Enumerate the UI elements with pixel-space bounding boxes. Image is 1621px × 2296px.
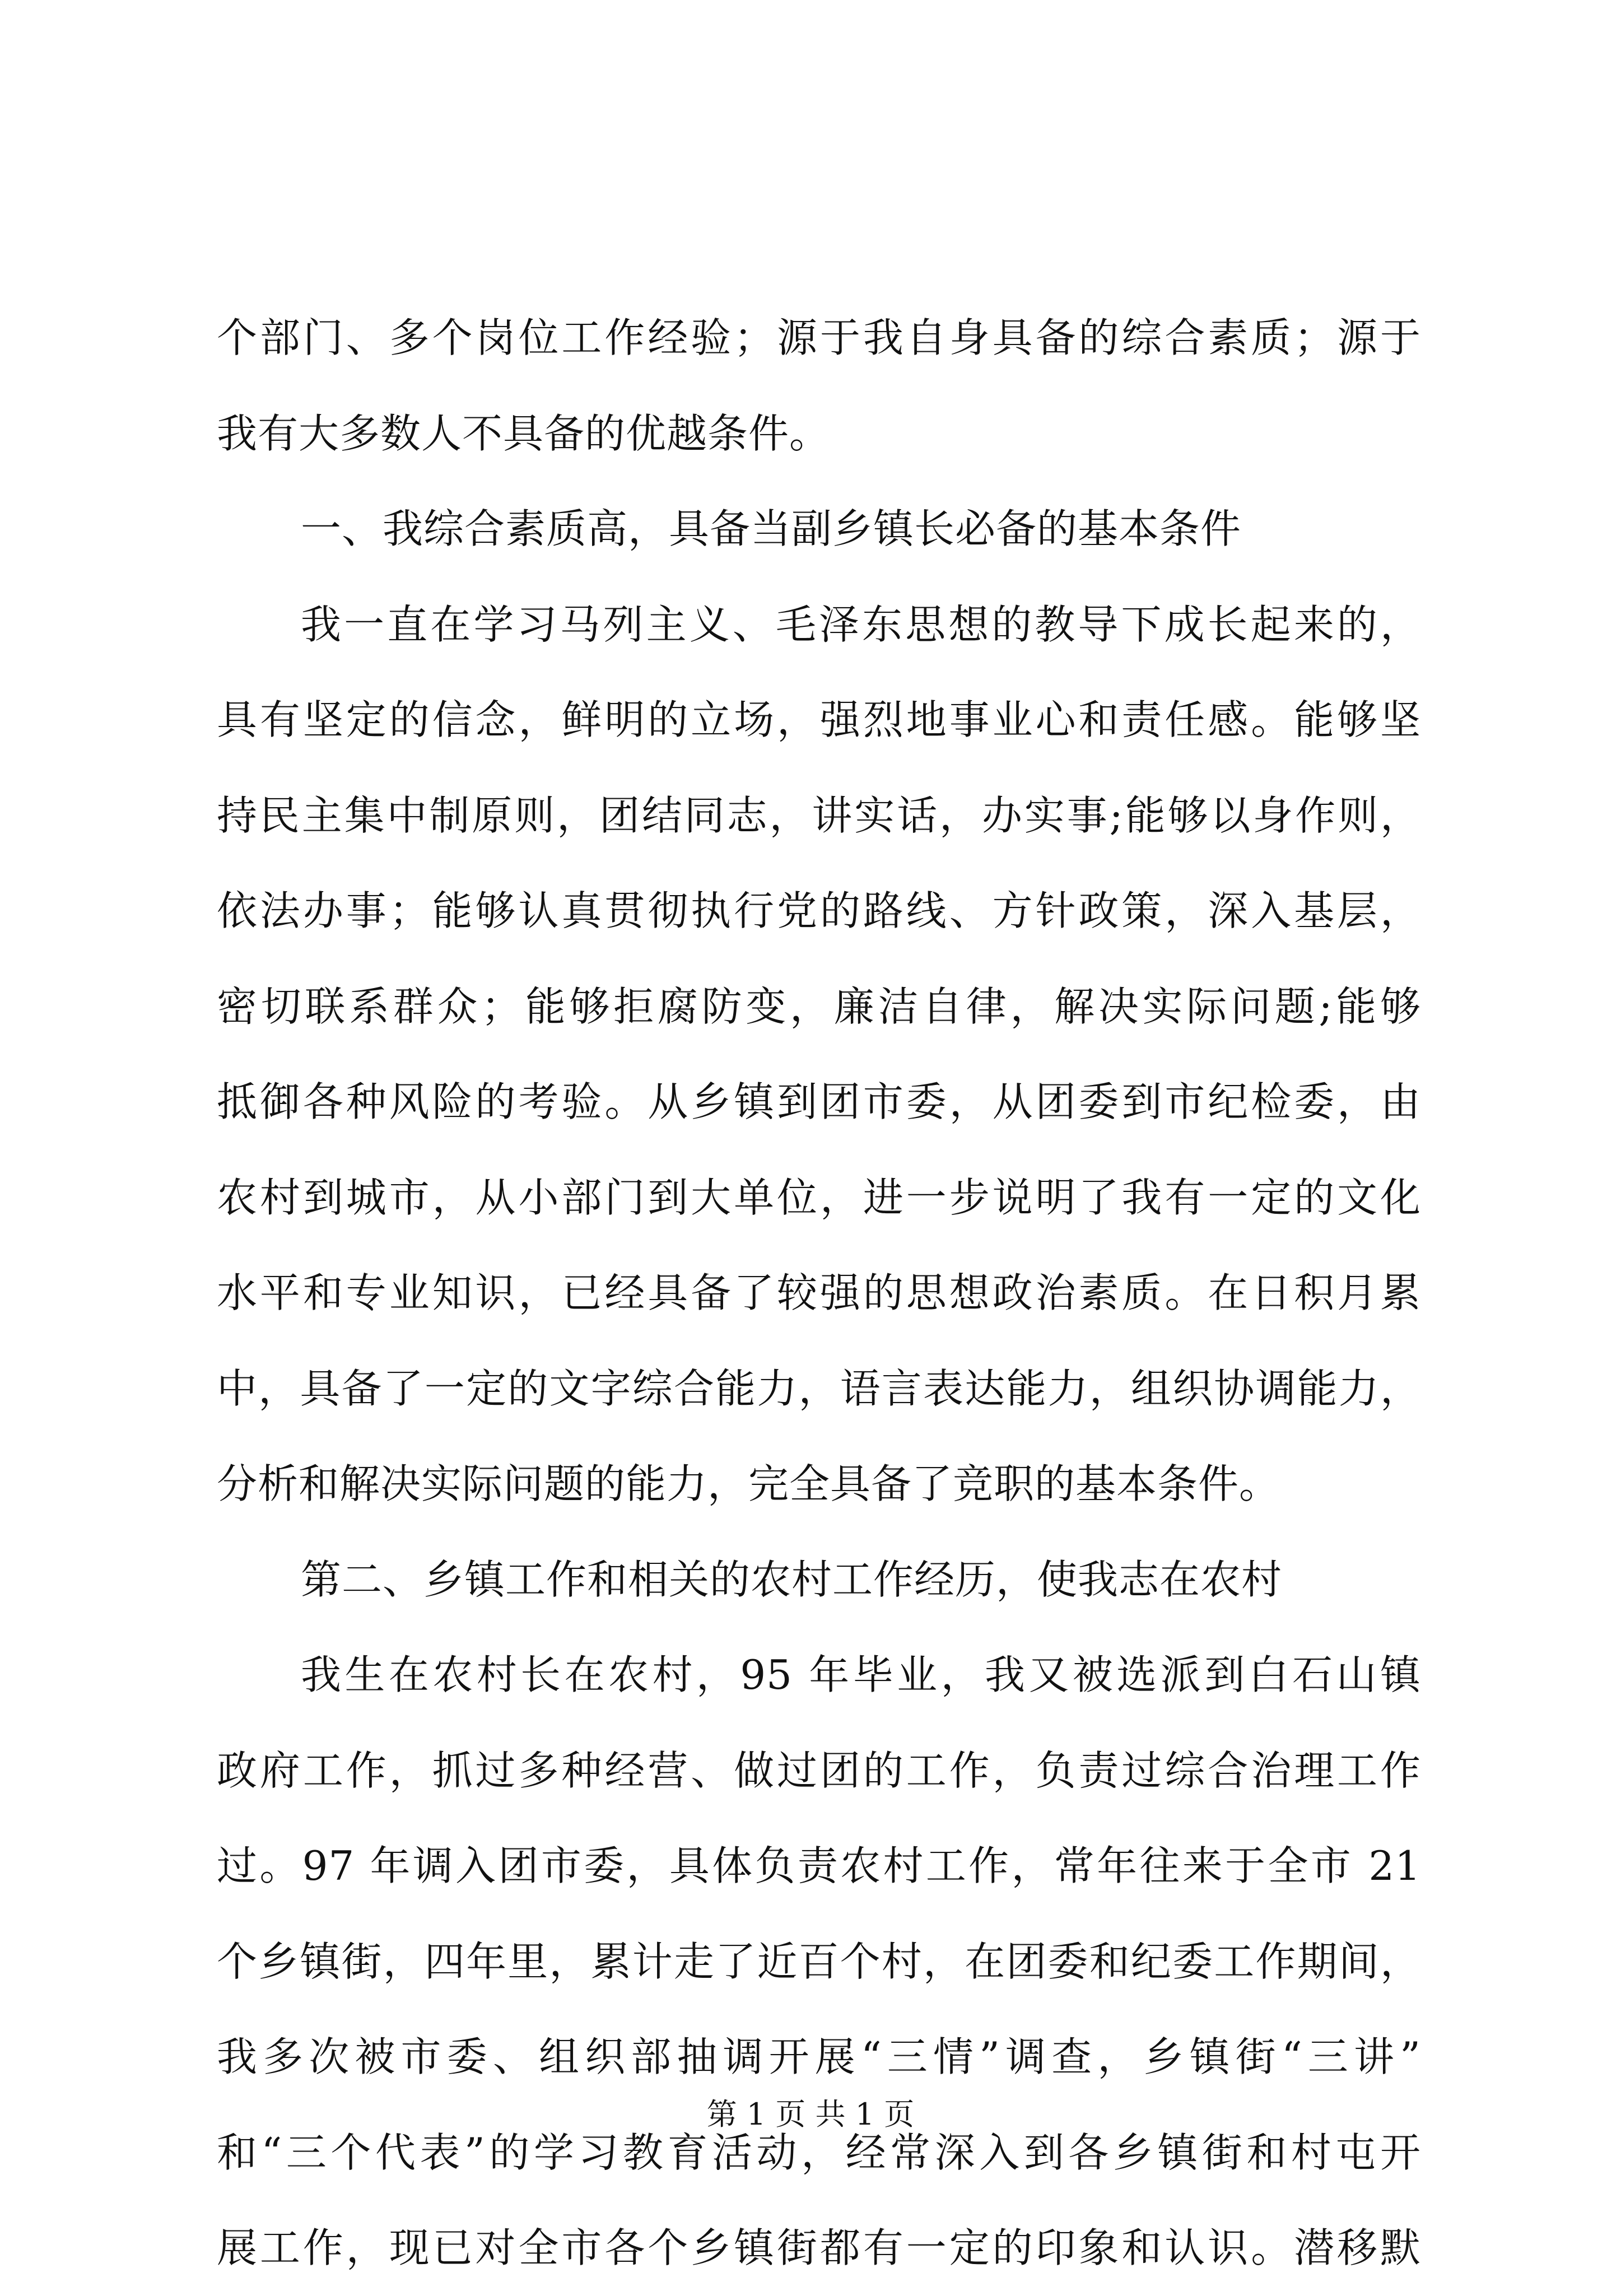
document-body [217,290,1421,2296]
text-line: 第二、乡镇工作和相关的农村工作经历，使我志在农村 [301,1555,1283,1603]
text-line: 我有大多数人不具备的优越条件。 [217,409,831,457]
text-line: 个乡镇街，四年里，累计走了近百个村，在团委和纪委工作期间， [217,1938,1421,1985]
page-footer: 第 1 页 共 1 页 [706,2097,915,2132]
text-line: 抵御各种风险的考验。从乡镇到团市委，从团委到市纪检委，由 [217,1078,1421,1125]
text-line: 水平和专业知识，已经具备了较强的思想政治素质。在日积月累 [217,1269,1421,1316]
text-line: 持民主集中制原则，团结同志，讲实话，办实事;能够以身作则， [217,791,1421,839]
text-line: 依法办事；能够认真贯彻执行党的路线、方针政策，深入基层， [217,887,1421,934]
text-line: 我生在农村长在农村，95 年毕业，我又被选派到白石山镇 [301,1651,1421,1698]
text-line: 分析和解决实际问题的能力，完全具备了竞职的基本条件。 [217,1460,1280,1507]
text-line: 个部门、多个岗位工作经验；源于我自身具备的综合素质；源于 [217,314,1421,361]
text-line: 展工作，现已对全市各个乡镇街都有一定的印象和认识。潜移默 [217,2224,1421,2271]
text-line: 一、我综合素质高，具备当副乡镇长必备的基本条件 [301,505,1242,552]
text-line: 政府工作，抓过多种经营、做过团的工作，负责过综合治理工作 [217,1747,1421,1794]
text-line: 密切联系群众；能够拒腐防变，廉洁自律，解决实际问题;能够 [217,982,1421,1030]
text-line: 和“三个代表”的学习教育活动，经常深入到各乡镇街和村屯开 [217,2129,1421,2176]
text-line: 我一直在学习马列主义、毛泽东思想的教导下成长起来的， [301,600,1421,648]
text-line: 我多次被市委、组织部抽调开展“三情”调查，乡镇街“三讲” [217,2033,1421,2080]
text-line: 农村到城市，从小部门到大单位，进一步说明了我有一定的文化 [217,1173,1421,1221]
text-line: 过。97 年调入团市委，具体负责农村工作，常年往来于全市 21 [217,1842,1421,1889]
text-line: 具有坚定的信念，鲜明的立场，强烈地事业心和责任感。能够坚 [217,696,1421,743]
text-line: 中，具备了一定的文字综合能力，语言表达能力，组织协调能力， [217,1364,1421,1412]
